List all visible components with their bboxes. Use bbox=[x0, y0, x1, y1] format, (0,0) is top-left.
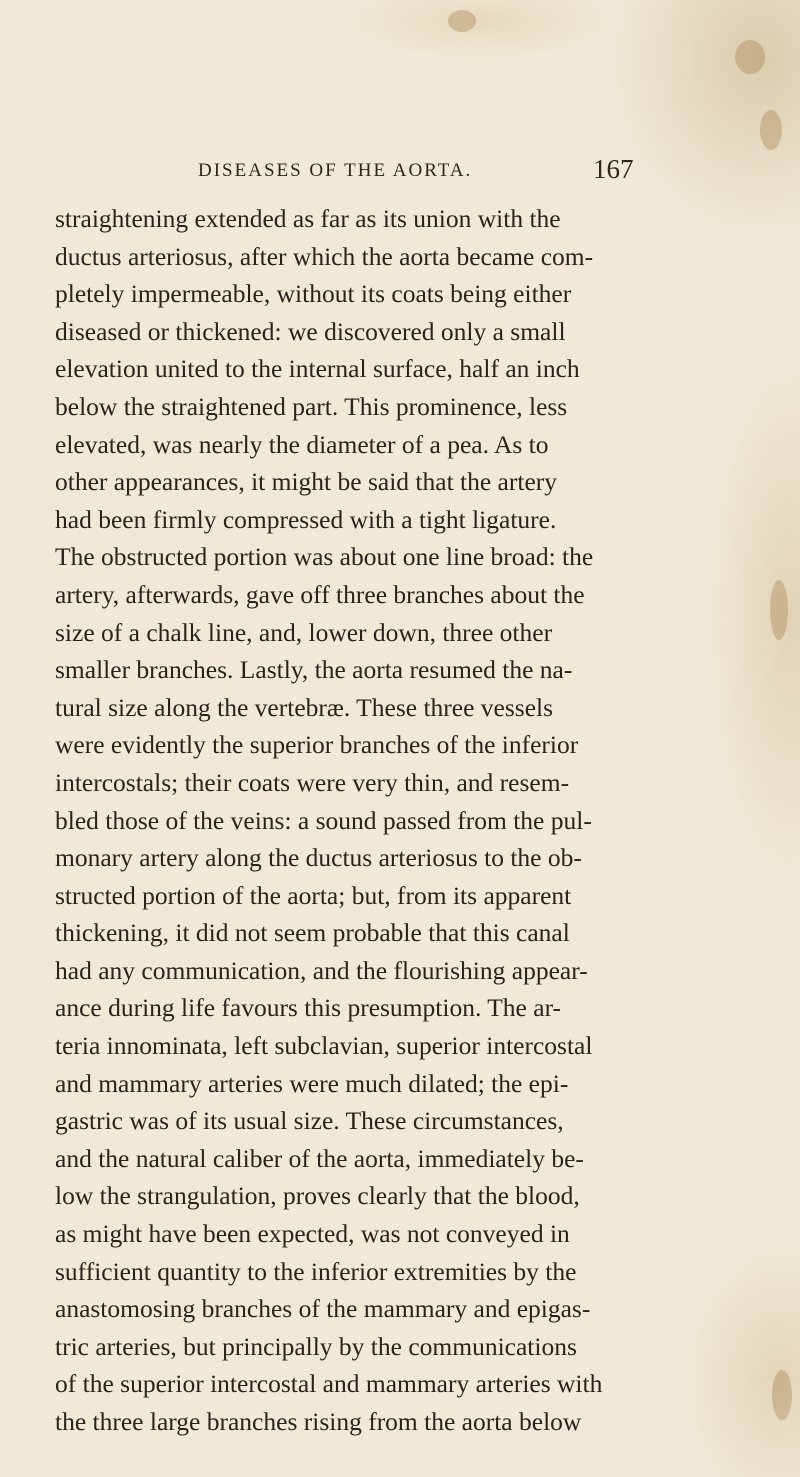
text-line: smaller branches. Lastly, the aorta resumed the na- bbox=[55, 655, 573, 685]
text-line: artery, afterwards, gave off three branches about the bbox=[55, 579, 585, 609]
text-line: diseased or thickened: we discovered only a small bbox=[55, 316, 566, 346]
text-line: teria innominata, left subclavian, superior intercostal bbox=[55, 1031, 593, 1061]
text-line: The obstructed portion was about one line broad: the bbox=[55, 542, 594, 572]
page-header bbox=[0, 154, 800, 198]
text-line: elevation united to the internal surface, half an inch bbox=[55, 354, 580, 384]
text-line: and mammary arteries were much dilated; the epi- bbox=[55, 1068, 569, 1098]
text-line: had been firmly compressed with a tight ligature. bbox=[55, 504, 557, 534]
foxing-spot bbox=[760, 110, 782, 150]
text-line: pletely impermeable, without its coats being either bbox=[55, 279, 572, 309]
text-line: size of a chalk line, and, lower down, three other bbox=[55, 617, 553, 647]
running-head: DISEASES OF THE AORTA. bbox=[198, 160, 473, 181]
page-number: 167 bbox=[593, 154, 634, 184]
text-line: bled those of the veins: a sound passed from the pul- bbox=[55, 805, 592, 835]
text-line: below the straightened part. This prominence, less bbox=[55, 391, 568, 421]
text-line: ance during life favours this presumption. The ar- bbox=[55, 993, 562, 1023]
text-line: were evidently the superior branches of the inferior bbox=[55, 730, 579, 760]
text-line: as might have been expected, was not conveyed in bbox=[55, 1219, 570, 1249]
text-line: had any communication, and the flourishing appear- bbox=[55, 955, 588, 985]
text-line: ductus arteriosus, after which the aorta became com- bbox=[55, 241, 594, 271]
text-line: straightening extended as far as its union with the bbox=[55, 204, 561, 233]
text-line: low the strangulation, proves clearly that the blood, bbox=[55, 1181, 580, 1211]
text-line: intercostals; their coats were very thin, and resem- bbox=[55, 767, 570, 797]
text-line: tural size along the vertebræ. These three vessels bbox=[55, 692, 554, 722]
text-line: other appearances, it might be said that the artery bbox=[55, 467, 558, 497]
text-line: thickening, it did not seem probable that this canal bbox=[55, 918, 570, 948]
foxing-spot bbox=[735, 40, 765, 74]
foxing-spot bbox=[448, 10, 476, 32]
text-line: tric arteries, but principally by the communications bbox=[55, 1331, 577, 1361]
text-line: of the superior intercostal and mammary arteries with bbox=[55, 1369, 603, 1399]
text-line: gastric was of its usual size. These circumstances, bbox=[55, 1106, 564, 1136]
text-line: the three large branches rising from the aorta below bbox=[55, 1407, 582, 1436]
text-line: monary artery along the ductus arteriosus to the ob- bbox=[55, 843, 582, 873]
text-line: sufficient quantity to the inferior extremities by the bbox=[55, 1256, 577, 1286]
text-line: structed portion of the aorta; but, from its apparent bbox=[55, 880, 572, 910]
foxing-spot bbox=[772, 1370, 792, 1420]
text-line: elevated, was nearly the diameter of a pea. As to bbox=[55, 429, 549, 459]
text-line: and the natural caliber of the aorta, immediately be- bbox=[55, 1143, 584, 1173]
body-text bbox=[55, 200, 775, 1441]
text-line: anastomosing branches of the mammary and epigas- bbox=[55, 1294, 591, 1324]
